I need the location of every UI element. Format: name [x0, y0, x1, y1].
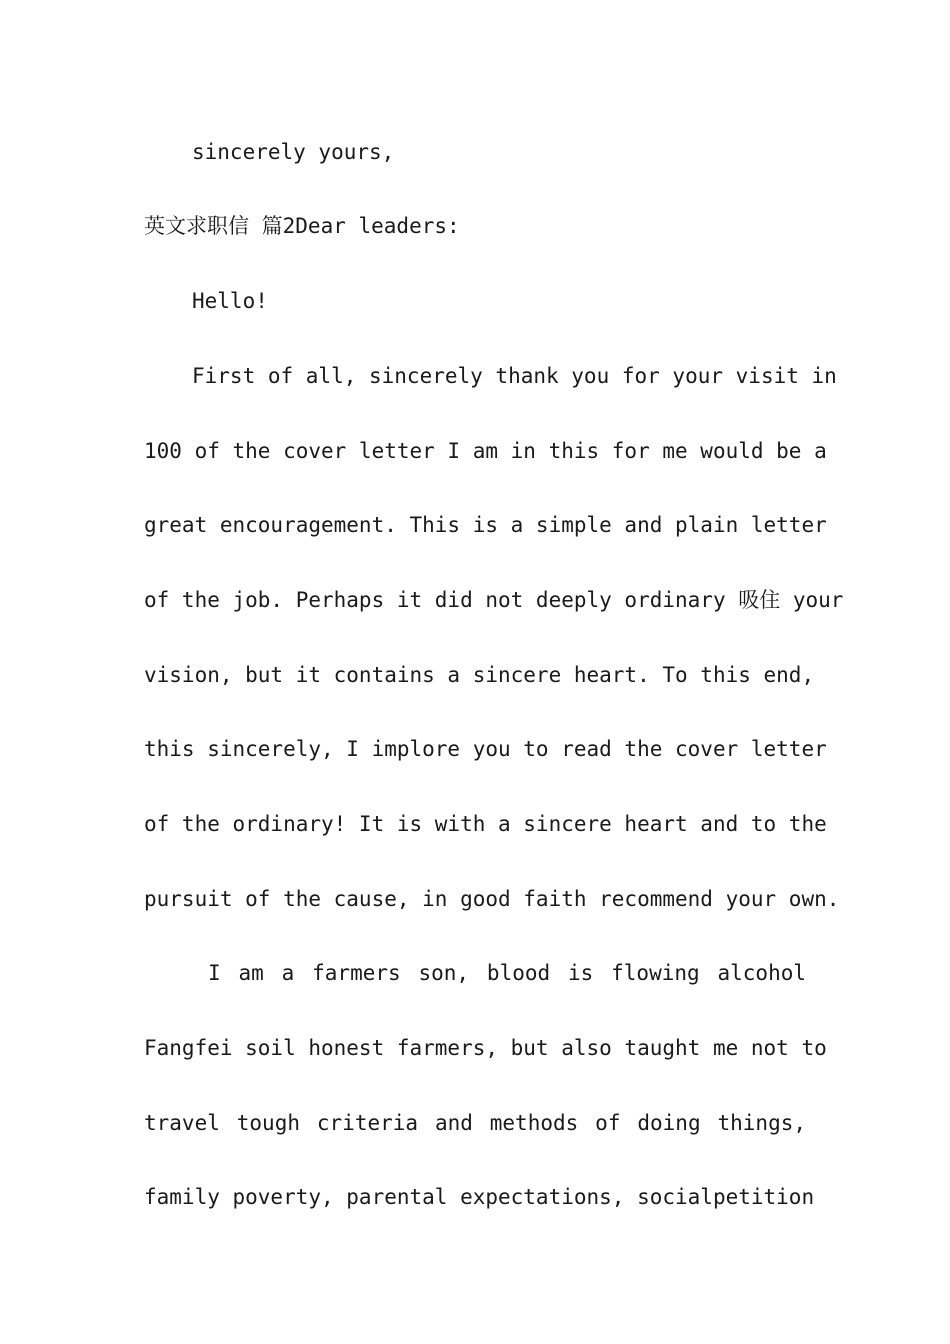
body-line: family poverty, parental expectations, socialpetition: [144, 1185, 815, 1209]
body-line: of the ordinary! It is with a sincere heart and to the: [144, 812, 827, 836]
letter-heading: 英文求职信 篇2Dear leaders:: [144, 214, 460, 238]
body-line: First of all, sincerely thank you for your visit in: [192, 364, 837, 388]
greeting-line: Hello!: [192, 289, 268, 313]
body-line: Fangfei soil honest farmers, but also taught me not to: [144, 1036, 827, 1060]
body-line: I am a farmers son, blood is flowing alcohol: [208, 961, 806, 985]
body-line: travel tough criteria and methods of doing things,: [144, 1111, 806, 1135]
body-line: this sincerely, I implore you to read the cover letter: [144, 737, 827, 761]
body-line: 100 of the cover letter I am in this for me would be a: [144, 439, 827, 463]
closing-line: sincerely yours,: [192, 140, 395, 164]
body-line: of the job. Perhaps it did not deeply ordinary 吸住 your: [144, 588, 844, 612]
body-line: pursuit of the cause, in good faith recommend your own.: [144, 887, 840, 911]
body-line: vision, but it contains a sincere heart. To this end,: [144, 663, 815, 687]
body-line: great encouragement. This is a simple and plain letter: [144, 513, 827, 537]
